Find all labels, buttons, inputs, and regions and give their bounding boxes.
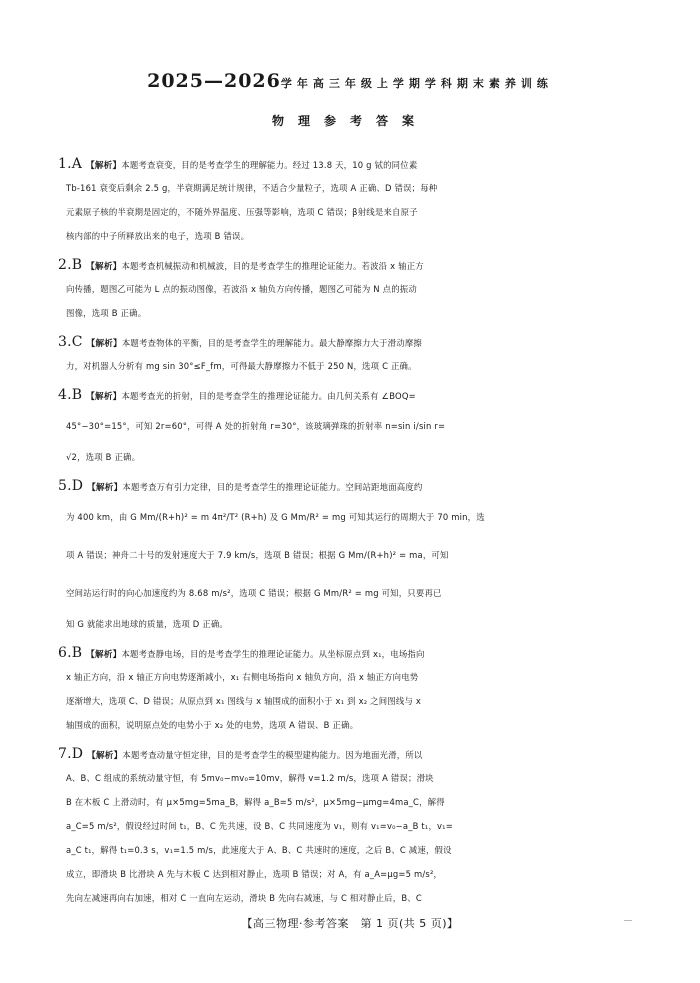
analysis-tag: 【解析】 xyxy=(86,339,122,349)
answer-line: x 轴正方向，沿 x 轴正方向电势逐渐减小，x₁ 右侧电场指向 x 轴负方向，沿 x 轴正方向电势 xyxy=(66,672,419,682)
answer-item xyxy=(58,152,636,248)
edge-mark xyxy=(624,920,632,921)
answer-line: 先向左减速再向右加速，相对 C 一直向左运动，滑块 B 先向右减速，与 C 相对静止后，B、C xyxy=(66,893,422,903)
answer-number: 4.B xyxy=(58,387,83,403)
answer-line: a_C=5 m/s²，假设经过时间 t₁，B、C 先共速，设 B、C 共同速度为 v₁，则有 v₁=v₀−a_B t₁，v₁= xyxy=(66,821,453,831)
answer-number: 7.D xyxy=(58,746,84,762)
analysis-tag: 【解析】 xyxy=(86,392,122,402)
answer-line: 成立，即滑块 B 比滑块 A 先与木板 C 达到相对静止，选项 B 错误；对 A，有 a_A=μg=5 m/s²， xyxy=(66,869,443,879)
page-subtitle: 物理参考答案 xyxy=(271,114,428,128)
answer-line: 空间站运行时的向心加速度约为 8.68 m/s²，选项 C 错误；根据 G Mm/R² = mg 可知，只要再已 xyxy=(66,588,442,598)
answer-number: 5.D xyxy=(58,478,84,494)
answer-line: 元素原子核的半衰期是固定的，不随外界温度、压强等影响，选项 C 错误；β射线是来自原子 xyxy=(66,207,418,217)
answer-line: 轴围成的面积，说明原点处的电势小于 x₂ 处的电势，选项 A 错误、B 正确。 xyxy=(66,720,359,730)
answer-item xyxy=(58,253,636,325)
answer-item xyxy=(58,383,636,469)
answer-line: 2.B 【解析】本题考查机械振动和机械波，目的是考查学生的推理论证能力。若波沿 x 轴正方 xyxy=(58,257,424,273)
answer-line: 3.C 【解析】本题考查物体的平衡，目的是考查学生的理解能力。最大静摩擦力大于滑动摩擦 xyxy=(58,334,422,350)
answer-line: 5.D 【解析】本题考查万有引力定律，目的是考查学生的推理论证能力。空间站距地面高度约 xyxy=(58,478,423,494)
answer-number: 3.C xyxy=(58,334,83,350)
answer-item xyxy=(58,474,636,636)
answer-line: 7.D 【解析】本题考查动量守恒定律，目的是考查学生的模型建构能力。因为地面光滑，所以 xyxy=(58,746,423,762)
answer-number: 2.B xyxy=(58,257,83,273)
analysis-tag: 【解析】 xyxy=(86,262,122,272)
answer-line: √2，选项 B 正确。 xyxy=(66,452,141,462)
answer-line: Tb-161 衰变后剩余 2.5 g，半衰期满足统计规律，不适合少量粒子，选项 A 正确、D 错误；每种 xyxy=(66,183,438,193)
analysis-tag: 【解析】 xyxy=(86,650,122,660)
title-year: 2025—2026 xyxy=(147,70,281,92)
answer-line: 核内部的中子所释放出来的电子，选项 B 错误。 xyxy=(66,231,250,241)
answer-number: 6.B xyxy=(58,645,83,661)
answer-number: 1.A xyxy=(58,156,83,172)
answer-item xyxy=(58,641,636,737)
analysis-tag: 【解析】 xyxy=(87,483,123,493)
analysis-tag: 【解析】 xyxy=(86,161,122,171)
answer-line: 力，对机器人分析有 mg sin 30°≤F_fm，可得最大静摩擦力不低于 250 N，选项 C 正确。 xyxy=(66,361,417,371)
answer-line: A、B、C 组成的系统动量守恒，有 5mv₀−mv₀=10mv，解得 v=1.2 m/s，选项 A 错误；滑块 xyxy=(66,773,434,783)
answer-line: 项 A 错误；神舟二十号的发射速度大于 7.9 km/s，选项 B 错误；根据 G Mm/(R+h)² = ma，可知 xyxy=(66,550,449,560)
page-footer: 【高三物理·参考答案 第 1 页(共 5 页)】 xyxy=(241,917,459,930)
answer-item xyxy=(58,742,636,910)
answer-line: 知 G 就能求出地球的质量，选项 D 正确。 xyxy=(66,619,228,629)
answer-line: 逐渐增大，选项 C、D 错误；从原点到 x₁ 图线与 x 轴围成的面积小于 x₁ 到 x₂ 之间图线与 x xyxy=(66,696,422,706)
answer-line: 1.A 【解析】本题考查衰变，目的是考查学生的理解能力。经过 13.8 天，10 g 铽的同位素 xyxy=(58,156,418,172)
analysis-tag: 【解析】 xyxy=(87,751,123,761)
title-rest: 学年高三年级上学期学科期末素养训练 xyxy=(280,77,553,90)
answer-line: 45°−30°=15°，可知 2r=60°，可得 A 处的折射角 r=30°，该玻璃弹珠的折射率 n=sin i/sin r= xyxy=(66,421,446,431)
answer-line: 为 400 km，由 G Mm/(R+h)² = m 4π²/T² (R+h) 及 G Mm/R² = mg 可知其运行的周期大于 70 min，选 xyxy=(66,512,485,522)
answer-line: 4.B 【解析】本题考查光的折射，目的是考查学生的推理论证能力。由几何关系有 ∠BOQ= xyxy=(58,387,416,403)
answer-item xyxy=(58,330,636,378)
answer-line: B 在木板 C 上滑动时，有 μ×5mg=5ma_B，解得 a_B=5 m/s²，μ×5mg−μmg=4ma_C，解得 xyxy=(66,797,445,807)
answer-line: a_C t₁，解得 t₁=0.3 s，v₁=1.5 m/s，此速度大于 A、B、C 共速时的速度，之后 B、C 减速，假设 xyxy=(66,845,452,855)
answer-list xyxy=(58,152,636,915)
answer-line: 图像，选项 B 正确。 xyxy=(66,308,147,318)
answer-line: 6.B 【解析】本题考查静电场，目的是考查学生的推理论证能力。从坐标原点到 x₁，电场指向 xyxy=(58,645,425,661)
answer-line: 向传播，题图乙可能为 L 点的振动图像，若波沿 x 轴负方向传播，题图乙可能为 N 点的振动 xyxy=(66,284,417,294)
page-title xyxy=(0,70,700,92)
